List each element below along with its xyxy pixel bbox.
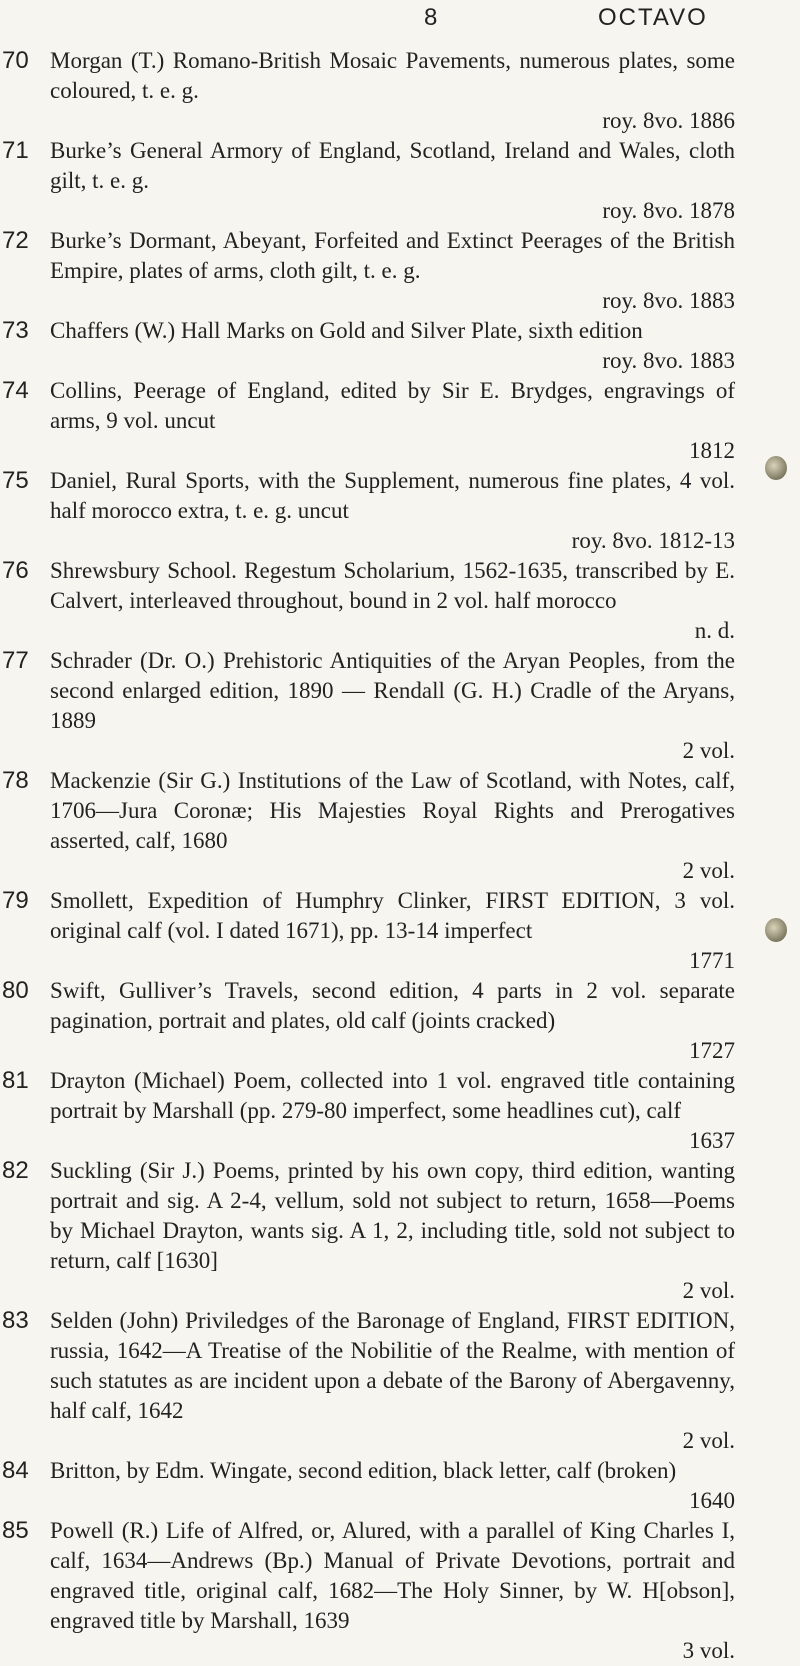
lot-imprint: 2 vol. — [682, 858, 735, 883]
catalogue-entry — [0, 1516, 800, 1666]
lot-number: 72 — [2, 227, 29, 254]
lot-text: Collins, Peerage of England, edited by Sir E. Brydges, engravings of arms, 9 vol. uncut — [50, 378, 735, 433]
lot-number: 82 — [2, 1157, 29, 1184]
lot-number: 84 — [2, 1457, 29, 1484]
lot-number: 77 — [2, 647, 29, 674]
catalogue-entry — [0, 886, 800, 976]
lot-number: 80 — [2, 977, 29, 1004]
lot-text: Burke’s Dormant, Abeyant, Forfeited and Extinct Peerages of the British Empire, plates of arms, cloth gilt, t. e. g. — [50, 228, 735, 283]
lot-text: Swift, Gulliver’s Travels, second edition, 4 parts in 2 vol. separate pagination, portrait and plates, old calf (joints cracked) — [50, 978, 735, 1033]
catalogue-entry — [0, 46, 800, 136]
section-title: OCTAVO — [598, 4, 708, 31]
lot-text: Daniel, Rural Sports, with the Supplement, numerous fine plates, 4 vol. half morocco extra, t. e. g. uncut — [50, 468, 735, 523]
lot-text: Chaffers (W.) Hall Marks on Gold and Silver Plate, sixth edition — [50, 318, 643, 343]
paper-blemish-icon — [765, 456, 787, 480]
lot-text: Selden (John) Priviledges of the Baronage of England, FIRST EDITION, russia, 1642—A Treatise of the Nobilitie of the Realme, with mention of such statutes as are incident upon a debate of the Barony of Abergavenny, half calf, 1642 — [50, 1308, 735, 1423]
catalogue-entry — [0, 1456, 800, 1516]
lot-text: Burke’s General Armory of England, Scotland, Ireland and Wales, cloth gilt, t. e. g. — [50, 138, 735, 193]
lot-imprint: n. d. — [694, 618, 735, 643]
catalogue-entry — [0, 556, 800, 646]
lot-number: 74 — [2, 377, 29, 404]
lot-description — [50, 766, 735, 886]
lot-imprint: 3 vol. — [682, 1638, 735, 1663]
lot-number: 76 — [2, 557, 29, 584]
catalogue-entry — [0, 1306, 800, 1456]
lot-number: 70 — [2, 47, 29, 74]
lot-text: Morgan (T.) Romano-British Mosaic Pavements, numerous plates, some coloured, t. e. g. — [50, 48, 735, 103]
lot-description — [50, 1156, 735, 1306]
lot-description — [50, 46, 735, 136]
lot-imprint: 1640 — [689, 1488, 735, 1513]
catalogue-entry — [0, 766, 800, 886]
lot-description — [50, 1456, 735, 1516]
lot-number: 75 — [2, 467, 29, 494]
lot-imprint: 2 vol. — [682, 1278, 735, 1303]
catalogue-entry — [0, 136, 800, 226]
lot-description — [50, 466, 735, 556]
page-header — [0, 2, 800, 42]
lot-description — [50, 646, 735, 766]
lot-number: 81 — [2, 1067, 29, 1094]
lot-description — [50, 886, 735, 976]
catalogue-entry — [0, 466, 800, 556]
lot-imprint: roy. 8vo. 1878 — [602, 198, 735, 223]
lot-description — [50, 1516, 735, 1666]
lot-number: 71 — [2, 137, 29, 164]
lot-imprint: roy. 8vo. 1883 — [602, 288, 735, 313]
lot-imprint: roy. 8vo. 1812-13 — [571, 528, 735, 553]
lot-description — [50, 1066, 735, 1156]
catalogue-entry — [0, 1156, 800, 1306]
lot-imprint: 1812 — [689, 438, 735, 463]
lot-text: Smollett, Expedition of Humphry Clinker, FIRST EDITION, 3 vol. original calf (vol. I dated 1671), pp. 13-14 imperfect — [50, 888, 735, 943]
lot-imprint: 1637 — [689, 1128, 735, 1153]
lot-imprint: 1771 — [689, 948, 735, 973]
lot-imprint: 1727 — [689, 1038, 735, 1063]
lot-description — [50, 1306, 735, 1456]
lot-text: Schrader (Dr. O.) Prehistoric Antiquities of the Aryan Peoples, from the second enlarged edition, 1890 — Rendall (G. H.) Cradle of the Aryans, 1889 — [50, 648, 735, 733]
catalogue-entry — [0, 226, 800, 316]
lot-text: Powell (R.) Life of Alfred, or, Alured, with a parallel of King Charles I, calf, 1634—Andrews (Bp.) Manual of Private Devotions, portrait and engraved title, original calf, 1682—The Holy Sinner, by W. H[obson], engraved title by Marshall, 1639 — [50, 1518, 735, 1633]
lot-description — [50, 226, 735, 316]
lot-text: Suckling (Sir J.) Poems, printed by his own copy, third edition, wanting portrait and sig. A 2-4, vellum, sold not subject to return, 1658—Poems by Michael Drayton, wants sig. A 1, 2, including title, sold not subject to return, calf [1630] — [50, 1158, 735, 1273]
catalogue-entry — [0, 316, 800, 376]
page-number: 8 — [424, 4, 439, 31]
lot-imprint: roy. 8vo. 1883 — [602, 348, 735, 373]
lot-number: 83 — [2, 1307, 29, 1334]
lot-text: Drayton (Michael) Poem, collected into 1 vol. engraved title containing portrait by Marshall (pp. 279-80 imperfect, some headlines cut), calf — [50, 1068, 735, 1123]
lot-imprint: 2 vol. — [682, 1428, 735, 1453]
lot-imprint: 2 vol. — [682, 738, 735, 763]
lot-number: 79 — [2, 887, 29, 914]
lot-text: Britton, by Edm. Wingate, second edition, black letter, calf (broken) — [50, 1458, 677, 1483]
lot-text: Shrewsbury School. Regestum Scholarium, 1562-1635, transcribed by E. Calvert, interleaved throughout, bound in 2 vol. half morocco — [50, 558, 735, 613]
lot-text: Mackenzie (Sir G.) Institutions of the Law of Scotland, with Notes, calf, 1706—Jura Coronæ; His Majesties Royal Rights and Prerogatives asserted, calf, 1680 — [50, 768, 735, 853]
lot-description — [50, 976, 735, 1066]
lot-imprint: roy. 8vo. 1886 — [602, 108, 735, 133]
catalogue-entry — [0, 376, 800, 466]
lot-number: 78 — [2, 767, 29, 794]
catalogue-entry — [0, 646, 800, 766]
lot-description — [50, 376, 735, 466]
catalogue-entries — [0, 46, 800, 1666]
catalogue-entry — [0, 976, 800, 1066]
lot-description — [50, 556, 735, 646]
paper-blemish-icon — [765, 918, 787, 942]
lot-description — [50, 136, 735, 226]
lot-number: 73 — [2, 317, 29, 344]
lot-description — [50, 316, 735, 376]
lot-number: 85 — [2, 1517, 29, 1544]
catalogue-entry — [0, 1066, 800, 1156]
